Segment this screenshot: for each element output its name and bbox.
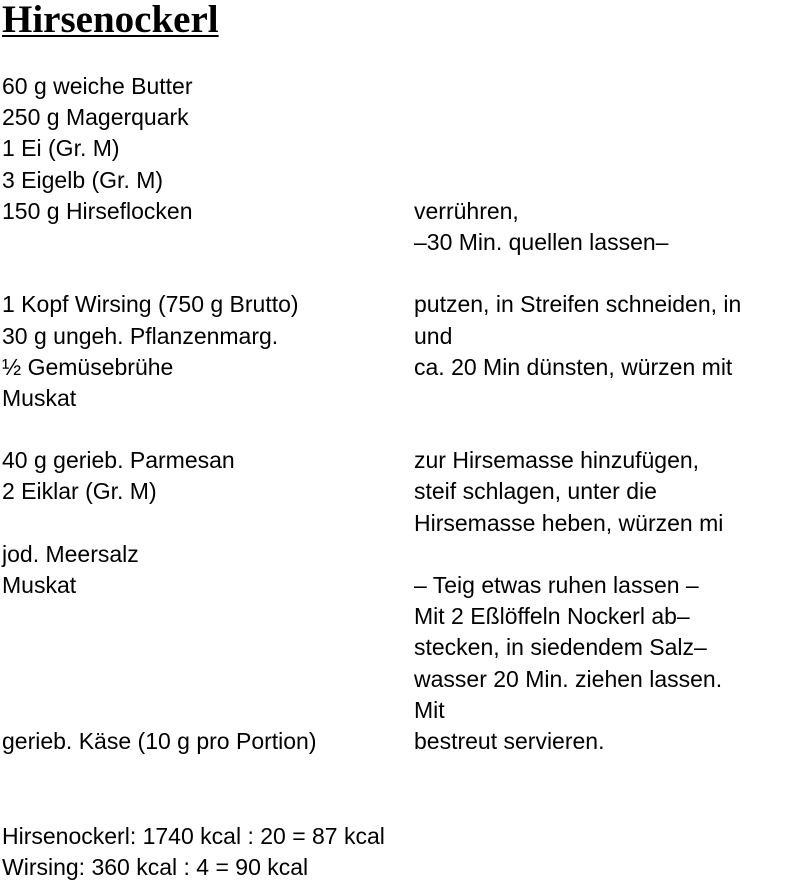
ingredient: 1 Kopf Wirsing (750 g Brutto) xyxy=(2,291,299,318)
ingredient xyxy=(2,508,414,539)
recipe-line xyxy=(2,258,796,289)
instruction: Mit xyxy=(414,696,445,723)
instruction: stecken, in siedendem Salz– xyxy=(414,634,707,661)
recipe-line xyxy=(2,539,796,570)
recipe-line xyxy=(2,71,796,102)
calorie-line xyxy=(2,852,385,883)
instruction: bestreut servieren. xyxy=(414,727,605,754)
recipe-line xyxy=(2,632,796,663)
ingredient: 30 g ungeh. Pflanzenmarg. xyxy=(2,322,279,349)
recipe-line xyxy=(2,695,796,726)
ingredient: 1 Ei (Gr. M) xyxy=(2,135,120,162)
instruction: – Teig etwas ruhen lassen – xyxy=(414,572,699,598)
recipe-line xyxy=(2,227,796,258)
ingredient xyxy=(2,632,414,663)
recipe-line xyxy=(2,102,796,133)
recipe-line xyxy=(2,664,796,695)
recipe-line xyxy=(2,414,796,445)
recipe-line xyxy=(2,476,796,507)
ingredient: 250 g Magerquark xyxy=(2,104,189,131)
ingredient: Muskat xyxy=(2,572,77,598)
recipe-line xyxy=(2,289,796,320)
ingredient: Muskat xyxy=(2,384,77,411)
recipe-title: Hirsenockerl xyxy=(2,0,219,41)
ingredient xyxy=(2,695,414,726)
recipe-line xyxy=(2,133,796,164)
instruction: Hirsemasse heben, würzen mi xyxy=(414,509,724,536)
ingredient xyxy=(2,601,414,632)
recipe-line xyxy=(2,321,796,352)
recipe-line xyxy=(2,601,796,632)
instruction: und xyxy=(414,322,453,349)
ingredient xyxy=(2,258,414,289)
recipe-line xyxy=(2,196,796,227)
instruction: ca. 20 Min dünsten, würzen mit xyxy=(414,353,733,380)
instruction: putzen, in Streifen schneiden, in xyxy=(414,291,742,318)
recipe-body xyxy=(2,71,796,757)
calorie-line xyxy=(2,821,385,852)
instruction: steif schlagen, unter die xyxy=(414,478,657,505)
calorie-text: Hirsenockerl: 1740 kcal : 20 = 87 kcal xyxy=(2,823,385,849)
instruction: Mit 2 Eßlöffeln Nockerl ab– xyxy=(414,603,690,630)
instruction: –30 Min. quellen lassen– xyxy=(414,228,669,255)
ingredient xyxy=(2,414,414,445)
instruction: wasser 20 Min. ziehen lassen. xyxy=(414,665,723,692)
ingredient: 150 g Hirseflocken xyxy=(2,197,193,224)
recipe-line xyxy=(2,508,796,539)
calorie-text: Wirsing: 360 kcal : 4 = 90 kcal xyxy=(2,854,309,881)
instruction: verrühren, xyxy=(414,197,519,224)
recipe-line xyxy=(2,570,796,601)
recipe-line xyxy=(2,383,796,414)
ingredient: 60 g weiche Butter xyxy=(2,73,193,99)
ingredient: 3 Eigelb (Gr. M) xyxy=(2,166,164,193)
ingredient: gerieb. Käse (10 g pro Portion) xyxy=(2,727,317,754)
ingredient: jod. Meersalz xyxy=(2,540,139,567)
recipe-line xyxy=(2,352,796,383)
recipe-line xyxy=(2,165,796,196)
recipe-line xyxy=(2,445,796,476)
ingredient xyxy=(2,664,414,695)
calorie-summary xyxy=(2,821,385,883)
ingredient: 2 Eiklar (Gr. M) xyxy=(2,478,157,505)
ingredient: ½ Gemüsebrühe xyxy=(2,353,174,380)
instruction: zur Hirsemasse hinzufügen, xyxy=(414,447,700,474)
recipe-line xyxy=(2,726,796,757)
ingredient: 40 g gerieb. Parmesan xyxy=(2,447,235,474)
ingredient xyxy=(2,227,414,258)
